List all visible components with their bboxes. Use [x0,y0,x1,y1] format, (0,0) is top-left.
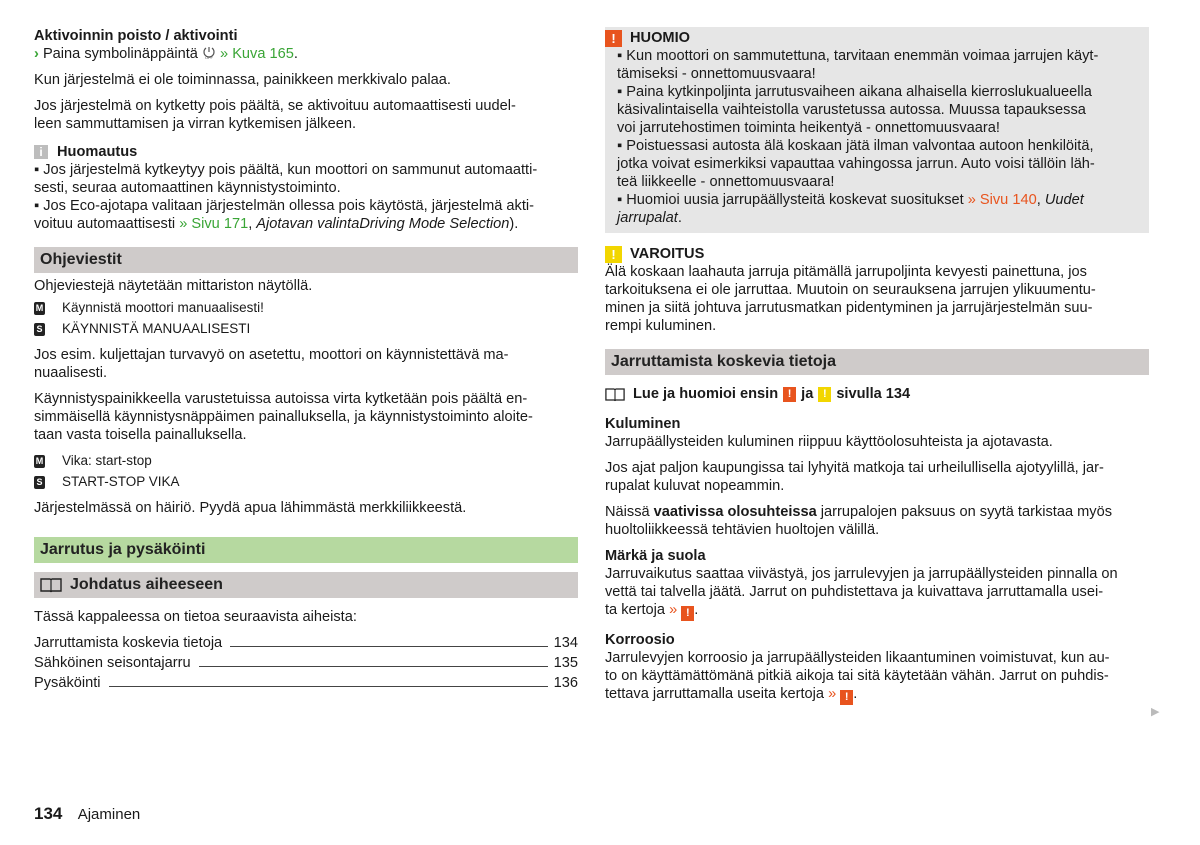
paragraph-seatbelt [34,346,578,382]
warning-title: VAROITUS [630,246,705,262]
toc-page: 134 [553,635,578,651]
note-bullet: ▪ Jos Eco-ajotapa valitaan järjestelmän ollessa pois käytöstä, järjestelmä akti- [34,198,534,214]
step-arrow-icon: › [34,46,39,62]
text-line: ▪ Kun moottori on sammutettuna, tarvitaan enemmän voimaa jarrujen käyt- [617,48,1099,64]
table-of-contents [34,632,578,692]
text-span: sivulla 134 [836,386,911,402]
toc-item[interactable] [34,672,578,692]
text-line: tarkoituksena ei ole jarruttaa. Muutoin on seurauksena jarrujen ylikuumentu- [605,282,1096,298]
message-text: KÄYNNISTÄ MANUAALISESTI [62,321,251,336]
toc-label: Pysäköinti [34,675,101,691]
text-line: jotka voivat esimerkiksi vapauttaa vahingossa jarrun. Auto voisi tällöin läh- [617,156,1095,172]
footer-section: Ajaminen [77,806,141,823]
toc-leader [230,646,547,647]
paragraph-messages: Ohjeviestejä näytetään mittariston näytöllä. [34,278,313,294]
text-span: , [248,216,257,232]
text-line: Jarrupäällysteiden kuluminen riippuu käyttöolosuhteista ja ajotavasta. [605,434,1053,450]
caution-icon: ! [783,387,796,402]
text-line: ta kertoja » ! . [605,602,699,619]
paragraph [605,459,1149,495]
caution-header [605,29,1139,47]
text-span: voituu automaattisesti [34,216,176,232]
caution-link[interactable]: » [669,602,678,618]
text-line: rempi kuluminen. [605,318,717,334]
toc-page: 136 [553,675,578,691]
message-text: Käynnistä moottori manuaalisesti! [62,300,264,315]
s-badge-icon: S [34,476,45,489]
text-line: ▪ Paina kytkinpoljinta jarrutusvaiheen aikana alhaisella kierroslukualueella [617,84,1092,100]
message-text: START-STOP VIKA [62,474,180,489]
figure-link[interactable]: » Kuva 165 [220,46,294,62]
text-line: leen sammuttamisen ja virran kytkemisen jälkeen. [34,116,357,132]
page-link[interactable]: » Sivu 171 [179,216,249,232]
step-text: Paina symbolinäppäintä [42,46,198,62]
text-line: tettava jarruttamalla useita kertoja » ! . [605,686,858,703]
text-span: ja [801,386,814,402]
italic-ref: Ajotavan valintaDriving Mode Selection [256,216,510,232]
message-m-1 [34,299,578,317]
subtitle-korroosio: Korroosio [605,632,675,648]
page-footer [34,805,140,824]
text-line: voi jarrutehostimen toiminta heikentyä - onnettomuusvaara! [617,120,1000,136]
note-bullet [34,215,578,233]
caution-content [605,47,1139,227]
instruction-step [34,45,578,63]
text-line [605,503,1149,521]
text-line: tämiseksi - onnettomuusvaara! [617,66,816,82]
subtitle-marka: Märkä ja suola [605,548,706,564]
text-span: ta kertoja [605,602,666,618]
note-bullet: ▪ Jos järjestelmä kytkeytyy pois päältä, kun moottori on sammunut automaatti- [34,162,538,178]
paragraph-reactivation [34,97,578,133]
svg-text:OFF: OFF [204,55,213,60]
subtitle-kuluminen: Kuluminen [605,416,681,432]
text-span: ▪ Huomioi uusia jarrupäällysteitä koskevat suositukset [617,192,964,208]
text-span: tettava jarruttamalla useita kertoja [605,686,825,702]
paragraph-inactive: Kun järjestelmä ei ole toiminnassa, painikkeen merkkivalo palaa. [34,72,451,88]
text-line: Älä koskaan laahauta jarruja pitämällä jarrupoljinta kevyesti painettuna, jos [605,264,1087,280]
text-line [617,191,1139,209]
text-span: . [677,210,682,226]
heading-introduction [34,572,578,598]
text-line: huoltoliikkeessä tehtävien huoltojen välillä. [605,522,880,538]
note-header [34,143,578,161]
text-span: ). [509,216,519,232]
warning-icon: ! [605,246,622,263]
note-bullet: sesti, seuraa automaattinen käynnistystoiminto. [34,180,341,196]
warning-box [605,245,1149,335]
caution-title: HUOMIO [630,30,690,46]
paragraph [605,503,1149,539]
book-icon [605,387,625,402]
paragraph-start-button [34,390,578,444]
toc-item[interactable] [34,652,578,672]
heading-jarruttamista: Jarruttamista koskevia tietoja [605,349,1149,375]
text-line: nuaalisesti. [34,365,108,381]
caution-icon: ! [605,30,622,47]
text-line: Jos ajat paljon kaupungissa tai lyhyitä matkoja tai urheilullisella ajotyylillä, jar- [605,460,1104,476]
message-s-2 [34,473,578,491]
caution-icon[interactable]: ! [840,690,853,705]
left-column [34,27,578,692]
text-line: simmäisellä käynnistysnäppäimen painalluksella, ja käynnistystoiminto aloite- [34,409,533,425]
caution-box [605,27,1149,233]
heading-jarrutus: Jarrutus ja pysäköinti [34,537,578,563]
toc-label: Jarruttamista koskevia tietoja [34,635,223,651]
text-line: vettä tai talvella jäätä. Jarrut on puhdistettava ja kuivattava jarruttamalla usei- [605,584,1104,600]
note-box [34,143,578,233]
text-line: rupalat kuluvat nopeammin. [605,478,785,494]
read-first-line [605,385,1149,403]
m-badge-icon: M [35,455,44,466]
continue-arrow-icon: ▶ [1151,706,1160,718]
text-line: teä liikkeelle - onnettomuusvaara! [617,174,835,190]
text-line: Jos esim. kuljettajan turvavyö on asetettu, moottori on käynnistettävä ma- [34,347,509,363]
note-title: Huomautus [57,144,138,160]
s-badge-icon: S [34,323,45,336]
paragraph-fault: Järjestelmässä on häiriö. Pyydä apua lähimmästä merkkiliikkeestä. [34,500,467,516]
text-line: Jos järjestelmä on kytketty pois päältä, se aktivoituu automaattisesti uudel- [34,98,516,114]
text-line: taan vasta toisella painalluksella. [34,427,247,443]
toc-leader [199,666,548,667]
italic-ref: jarrupalat [617,210,678,226]
toc-item[interactable] [34,632,578,652]
bold-span: vaativissa olosuhteissa [653,504,817,520]
text-span: Lue ja huomioi ensin [633,386,779,402]
start-stop-symbol-icon [202,46,216,60]
toc-page: 135 [553,655,578,671]
caution-link[interactable]: » [828,686,837,702]
text-line: Jarrulevyjen korroosio ja jarrupäällysteiden likaantuminen voimistuvat, kun au- [605,650,1110,666]
text-line: käsivalintaisella vaihteistolla varustetussa autossa. Muussa tapauksessa [617,102,1086,118]
toc-label: Sähköinen seisontajarru [34,655,191,671]
caution-icon[interactable]: ! [681,606,694,621]
text-line: minen ja siitä johtuva jarrutusmatkan pidentyminen ja jarrujärjestelmän suu- [605,300,1093,316]
text-line [617,209,1139,227]
message-m-2 [34,452,578,470]
text-line: to on käyttämättömänä pitkiä aikoja tai sitä käytetään vähän. Jarrut on puhdis- [605,668,1109,684]
message-text: Vika: start-stop [62,453,152,468]
warning-header [605,245,1149,263]
text-line: Käynnistyspainikkeella varustetuissa autoissa virta kytketään pois päältä en- [34,391,528,407]
message-s-1 [34,320,578,338]
page-number: 134 [34,804,63,823]
subheading-text: Johdatus aiheeseen [70,576,223,593]
italic-ref: Uudet [1044,192,1084,208]
text-line: Jarruvaikutus saattaa viivästyä, jos jarrulevyjen ja jarrupäällysteiden pinnalla on [605,566,1118,582]
m-badge-icon: M [35,302,44,313]
section-title-activation: Aktivoinnin poisto / aktivointi [34,28,238,44]
page-link[interactable]: » Sivu 140 [967,192,1037,208]
warning-icon: ! [818,387,831,402]
text-span: jarrupalojen paksuus on syytä tarkistaa myös [820,504,1112,520]
text-line: ▪ Poistuessasi autosta älä koskaan jätä ilman valvontaa autoon henkilöitä, [617,138,1094,154]
text-span: , [1036,192,1045,208]
info-icon: i [34,145,48,159]
book-icon [40,577,62,593]
right-column [605,27,1149,705]
step-end: . [293,46,298,62]
heading-ohjeviestit: Ohjeviestit [34,247,578,273]
text-span: Näissä [605,504,650,520]
paragraph-intro: Tässä kappaleessa on tietoa seuraavista aiheista: [34,609,357,625]
toc-leader [109,686,548,687]
